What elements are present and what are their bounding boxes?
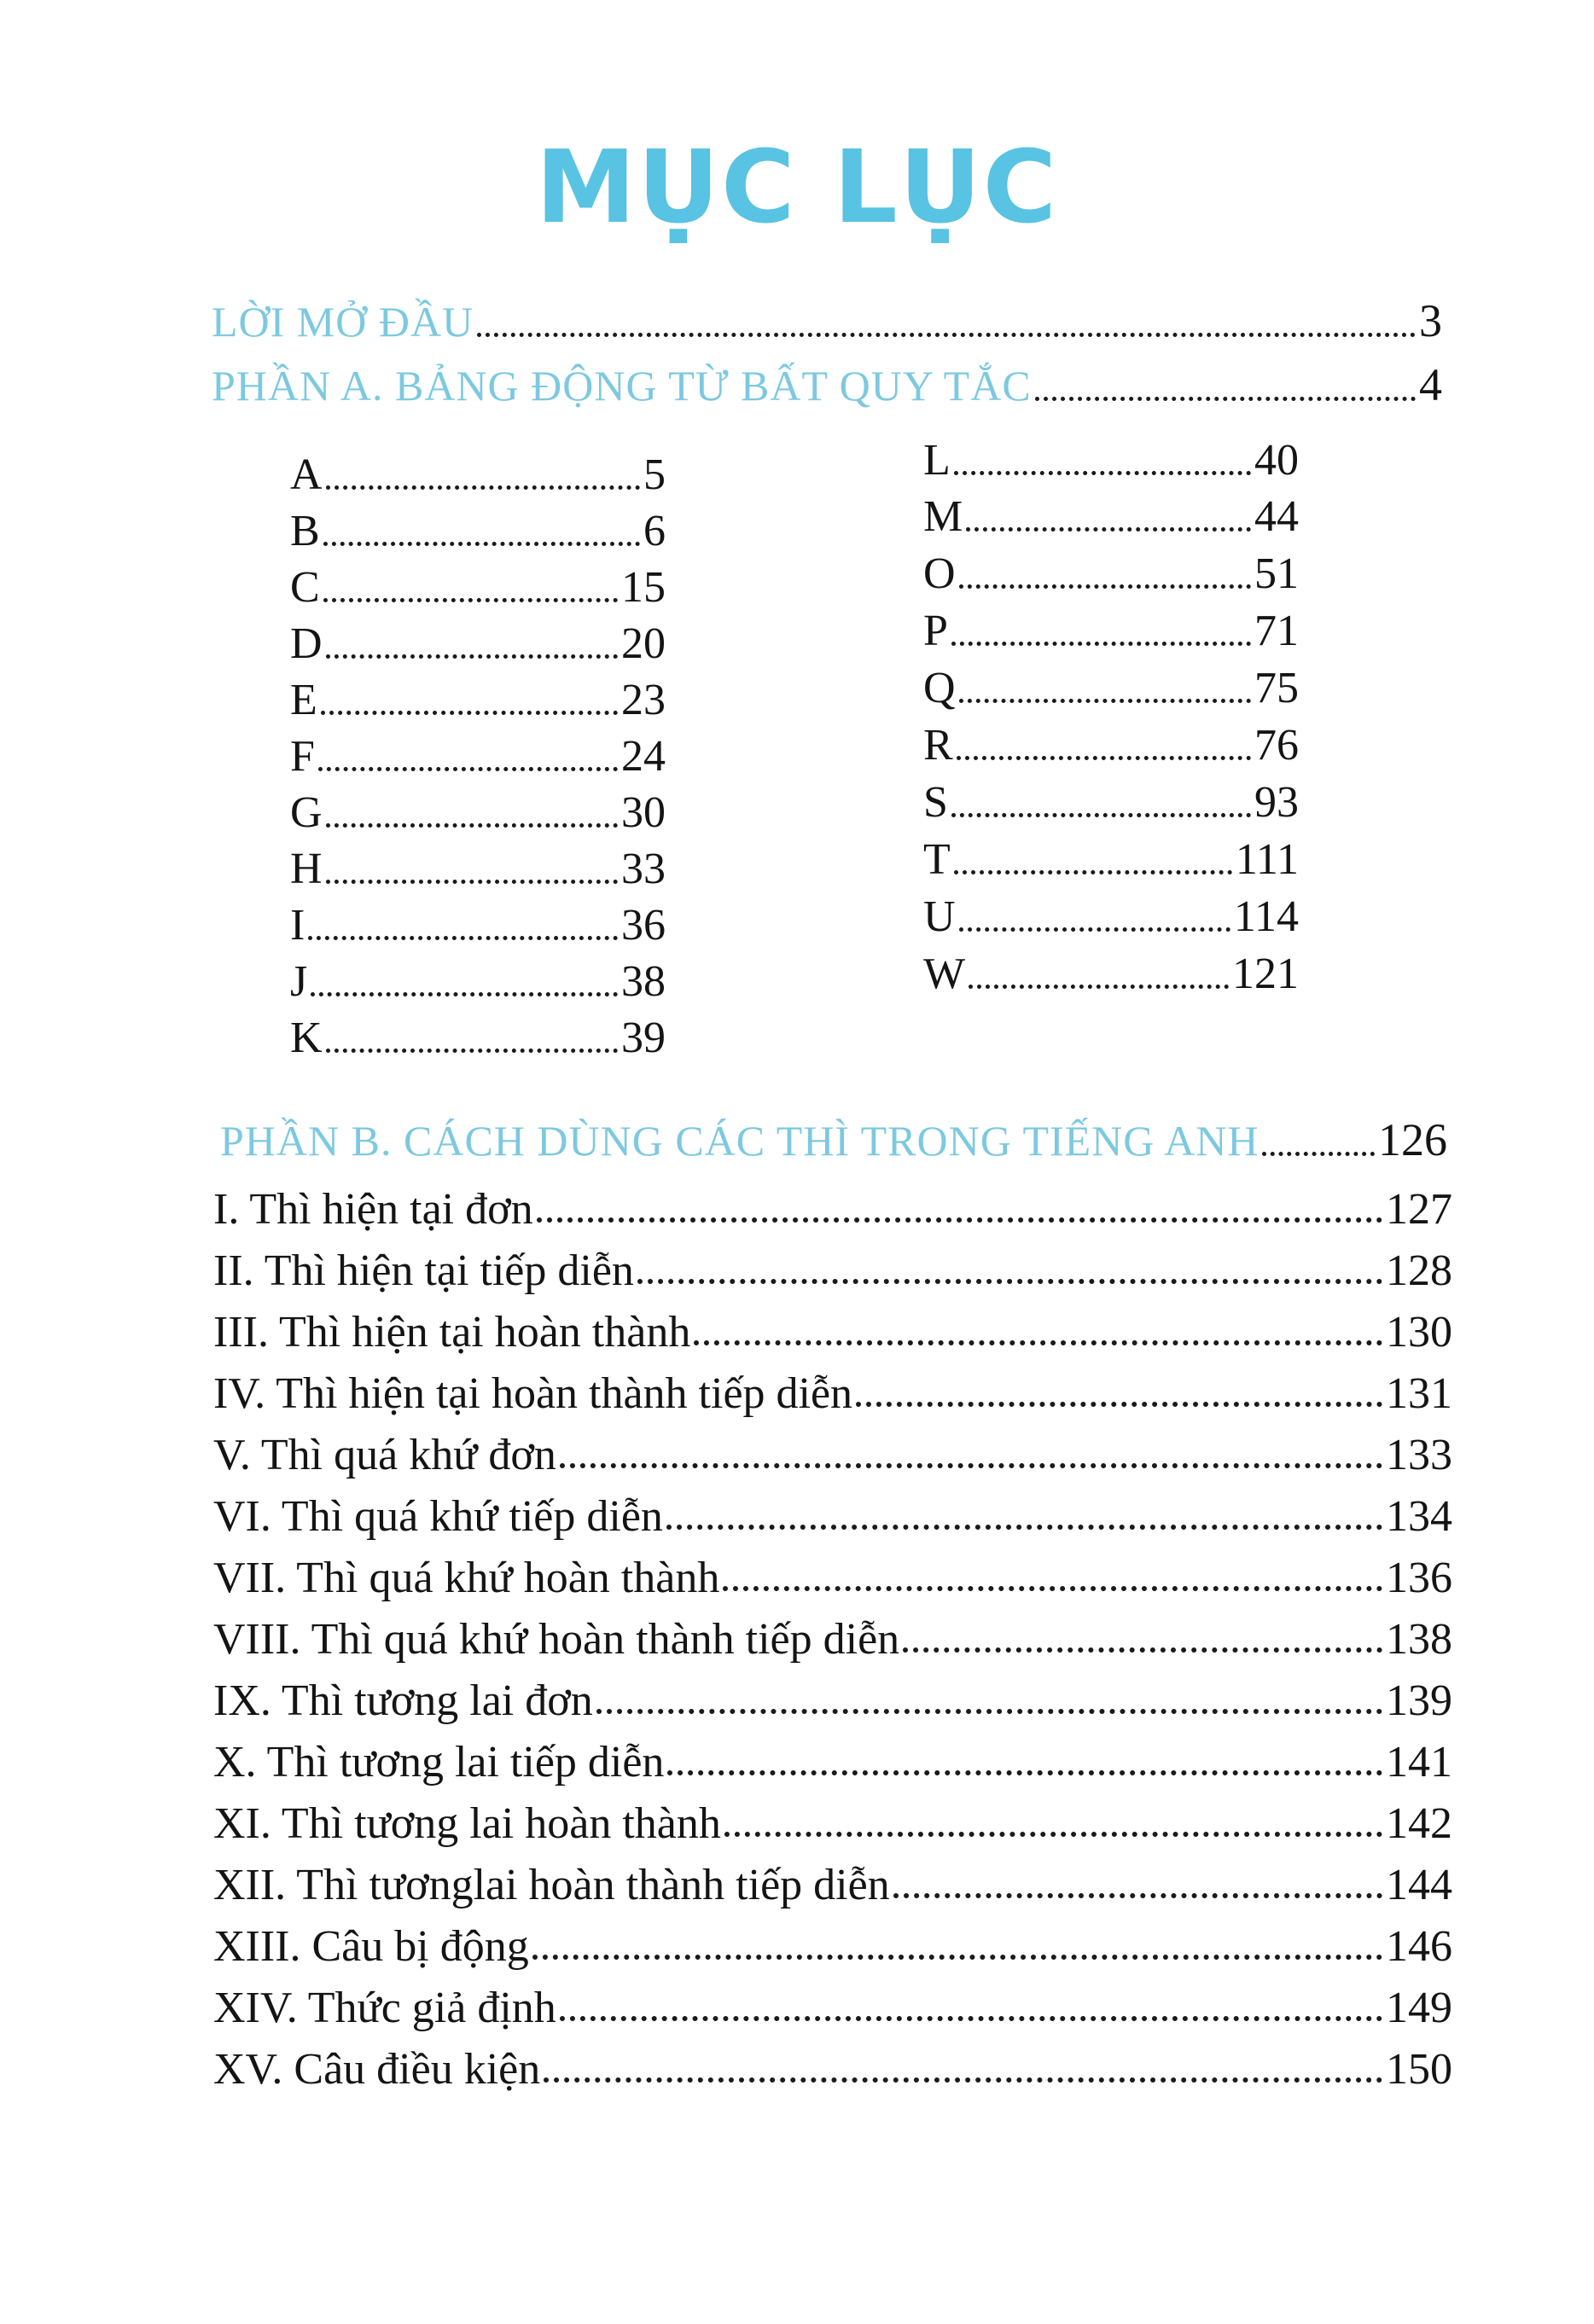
toc-letter-entry <box>923 663 1299 713</box>
tense-label: VII. Thì quá khứ hoàn thành <box>213 1554 720 1602</box>
letter-page: 44 <box>1254 492 1299 541</box>
leader-dots <box>966 526 1251 532</box>
toc-letter-entry <box>923 549 1299 599</box>
leader-dots <box>544 2077 1382 2083</box>
toc-tense-entry <box>213 1184 1452 1235</box>
toc-letter-entry <box>923 834 1299 885</box>
leader-dots <box>893 1892 1382 1898</box>
letter-page: 24 <box>621 732 666 781</box>
toc-tense-entry <box>213 1246 1452 1296</box>
leader-dots <box>326 879 618 884</box>
toc-tense-entry <box>213 1737 1452 1787</box>
tense-page: 150 <box>1386 2045 1452 2094</box>
letter-label: R <box>923 721 953 770</box>
toc-letter-entry <box>290 731 666 781</box>
letter-label: C <box>290 563 320 612</box>
leader-dots <box>326 822 618 828</box>
leader-dots <box>951 812 1251 817</box>
tense-label: IX. Thì tương lai đơn <box>213 1676 593 1725</box>
toc-entry-part-b <box>220 1113 1447 1166</box>
letter-label: L <box>923 436 951 485</box>
letter-page: 15 <box>621 563 666 612</box>
letter-page: 38 <box>621 957 666 1006</box>
toc-letter-entry <box>923 720 1299 770</box>
leader-dots <box>959 698 1251 703</box>
letter-page: 114 <box>1233 892 1299 941</box>
letter-label: K <box>290 1014 323 1062</box>
page-title: MỤC LỤC <box>535 128 1059 246</box>
toc-tense-entry <box>213 1553 1452 1603</box>
letter-page: 5 <box>643 450 666 499</box>
toc-entry-label: PHẦN B. CÁCH DÙNG CÁC THÌ TRONG TIẾNG ANH <box>220 1117 1259 1165</box>
toc-tense-entry <box>213 1798 1452 1849</box>
letter-label: E <box>290 676 317 724</box>
leader-dots <box>954 470 1251 475</box>
tense-label: VI. Thì quá khứ tiếp diễn <box>213 1492 663 1541</box>
toc-letter-entry <box>290 506 666 556</box>
leader-dots <box>326 485 640 490</box>
letter-page: 111 <box>1235 835 1299 884</box>
tense-page: 133 <box>1386 1431 1452 1479</box>
leader-dots <box>666 1524 1382 1530</box>
leader-dots <box>321 710 618 715</box>
toc-letter-entry <box>923 892 1299 942</box>
tense-label: XIII. Câu bị động <box>213 1922 529 1971</box>
tense-page: 136 <box>1386 1554 1452 1602</box>
toc-tense-entry <box>213 1491 1452 1542</box>
tense-label: I. Thì hiện tại đơn <box>213 1185 533 1234</box>
letter-page: 20 <box>621 619 666 668</box>
letter-page: 71 <box>1254 607 1299 655</box>
toc-tense-entry <box>213 1368 1452 1419</box>
toc-letter-entry <box>290 450 666 500</box>
leader-dots <box>723 1585 1382 1591</box>
leader-dots <box>323 597 618 602</box>
letter-label: T <box>923 835 951 884</box>
letter-page: 6 <box>643 507 666 555</box>
leader-dots <box>326 654 618 659</box>
leader-dots <box>596 1708 1382 1714</box>
leader-dots <box>308 935 618 940</box>
tense-page: 134 <box>1386 1492 1452 1541</box>
toc-letter-entry <box>923 491 1299 542</box>
toc-letter-entry <box>290 675 666 725</box>
leader-dots <box>537 1217 1382 1223</box>
letter-label: S <box>923 778 948 827</box>
letter-label: B <box>290 507 320 555</box>
leader-dots <box>637 1278 1382 1284</box>
letter-label: D <box>290 619 323 668</box>
letter-page: 51 <box>1254 549 1299 598</box>
leader-dots <box>951 641 1251 646</box>
toc-tense-entry <box>213 1921 1452 1972</box>
tense-label: X. Thì tương lai tiếp diễn <box>213 1738 665 1787</box>
leader-dots <box>969 984 1229 989</box>
toc-letter-entry <box>923 949 1299 999</box>
leader-dots <box>532 1954 1382 1960</box>
toc-tense-entry <box>213 1430 1452 1480</box>
tense-label: IV. Thì hiện tại hoàn thành tiếp diễn <box>213 1369 853 1418</box>
tense-page: 146 <box>1386 1922 1452 1971</box>
toc-entry-page: 3 <box>1419 295 1442 346</box>
toc-letter-entry <box>290 900 666 950</box>
tense-label: XII. Thì tươnglai hoàn thành tiếp diễn <box>213 1861 890 1909</box>
letter-page: 39 <box>621 1014 666 1062</box>
tense-label: V. Thì quá khứ đơn <box>213 1431 556 1479</box>
tense-label: XI. Thì tương lai hoàn thành <box>213 1799 721 1848</box>
letter-page: 76 <box>1254 721 1299 770</box>
toc-letter-entry <box>290 562 666 613</box>
toc-letter-entry <box>923 777 1299 828</box>
leader-dots <box>1035 396 1416 401</box>
letter-page: 93 <box>1254 778 1299 827</box>
leader-dots <box>560 1462 1382 1468</box>
letter-label: M <box>923 492 963 541</box>
letter-label: I <box>290 901 305 950</box>
letter-page: 121 <box>1232 950 1299 998</box>
letter-page: 36 <box>621 901 666 950</box>
toc-entry-page: 4 <box>1419 359 1442 410</box>
tense-label: II. Thì hiện tại tiếp diễn <box>213 1246 634 1295</box>
leader-dots <box>957 755 1251 760</box>
letter-label: G <box>290 788 323 837</box>
letter-label: A <box>290 450 323 499</box>
toc-letter-entry <box>290 1013 666 1063</box>
letter-label: F <box>290 732 315 781</box>
leader-dots <box>318 766 618 771</box>
letter-page: 40 <box>1254 436 1299 485</box>
letter-label: J <box>290 957 308 1006</box>
tense-page: 139 <box>1386 1676 1452 1725</box>
leader-dots <box>323 541 640 546</box>
leader-dots <box>724 1831 1382 1837</box>
tense-label: III. Thì hiện tại hoàn thành <box>213 1308 691 1357</box>
tense-label: VIII. Thì quá khứ hoàn thành tiếp diễn <box>213 1615 900 1664</box>
tense-page: 138 <box>1386 1615 1452 1664</box>
leader-dots <box>959 584 1251 589</box>
toc-tense-entry <box>213 1860 1452 1910</box>
toc-entry-label: LỜI MỞ ĐẦU <box>212 298 474 346</box>
leader-dots <box>959 927 1230 932</box>
tense-page: 149 <box>1386 1984 1452 2032</box>
leader-dots <box>311 991 618 996</box>
leader-dots <box>903 1647 1382 1653</box>
toc-letter-entry <box>290 619 666 669</box>
toc-entry-page: 126 <box>1378 1114 1447 1165</box>
tense-page: 127 <box>1386 1185 1452 1234</box>
leader-dots <box>694 1339 1382 1345</box>
toc-letter-entry <box>923 606 1299 656</box>
leader-dots <box>954 869 1232 874</box>
toc-entry-label: PHẦN A. BẢNG ĐỘNG TỪ BẤT QUY TẮC <box>212 362 1032 410</box>
letter-label: Q <box>923 664 956 712</box>
leader-dots <box>856 1401 1382 1407</box>
leader-dots <box>326 1048 618 1053</box>
toc-tense-entry <box>213 2044 1452 2095</box>
toc-tense-entry <box>213 1614 1452 1665</box>
letter-page: 23 <box>621 676 666 724</box>
letter-label: H <box>290 845 323 893</box>
letter-label: U <box>923 892 956 941</box>
letter-label: W <box>923 950 966 998</box>
letter-page: 33 <box>621 845 666 893</box>
leader-dots <box>1262 1151 1375 1156</box>
toc-tense-entry <box>213 1983 1452 2033</box>
letter-page: 75 <box>1254 664 1299 712</box>
tense-page: 144 <box>1386 1861 1452 1909</box>
tense-page: 131 <box>1386 1369 1452 1418</box>
toc-entry-part-a <box>212 358 1442 411</box>
toc-letter-entry <box>290 787 666 838</box>
letter-label: P <box>923 607 948 655</box>
tense-label: XIV. Thức giả định <box>213 1984 556 2032</box>
tense-page: 142 <box>1386 1799 1452 1848</box>
tense-page: 128 <box>1386 1246 1452 1295</box>
toc-entry-intro <box>212 294 1442 347</box>
leader-dots <box>477 332 1416 337</box>
toc-tense-entry <box>213 1307 1452 1357</box>
toc-letter-entry <box>923 435 1299 485</box>
toc-letter-entry <box>290 844 666 894</box>
tense-page: 141 <box>1386 1738 1452 1787</box>
leader-dots <box>560 2015 1382 2021</box>
toc-tense-entry <box>213 1676 1452 1726</box>
letter-page: 30 <box>621 788 666 837</box>
tense-label: XV. Câu điều kiện <box>213 2045 541 2094</box>
letter-label: O <box>923 549 956 598</box>
tense-page: 130 <box>1386 1308 1452 1357</box>
toc-letter-entry <box>290 956 666 1007</box>
leader-dots <box>667 1769 1382 1775</box>
